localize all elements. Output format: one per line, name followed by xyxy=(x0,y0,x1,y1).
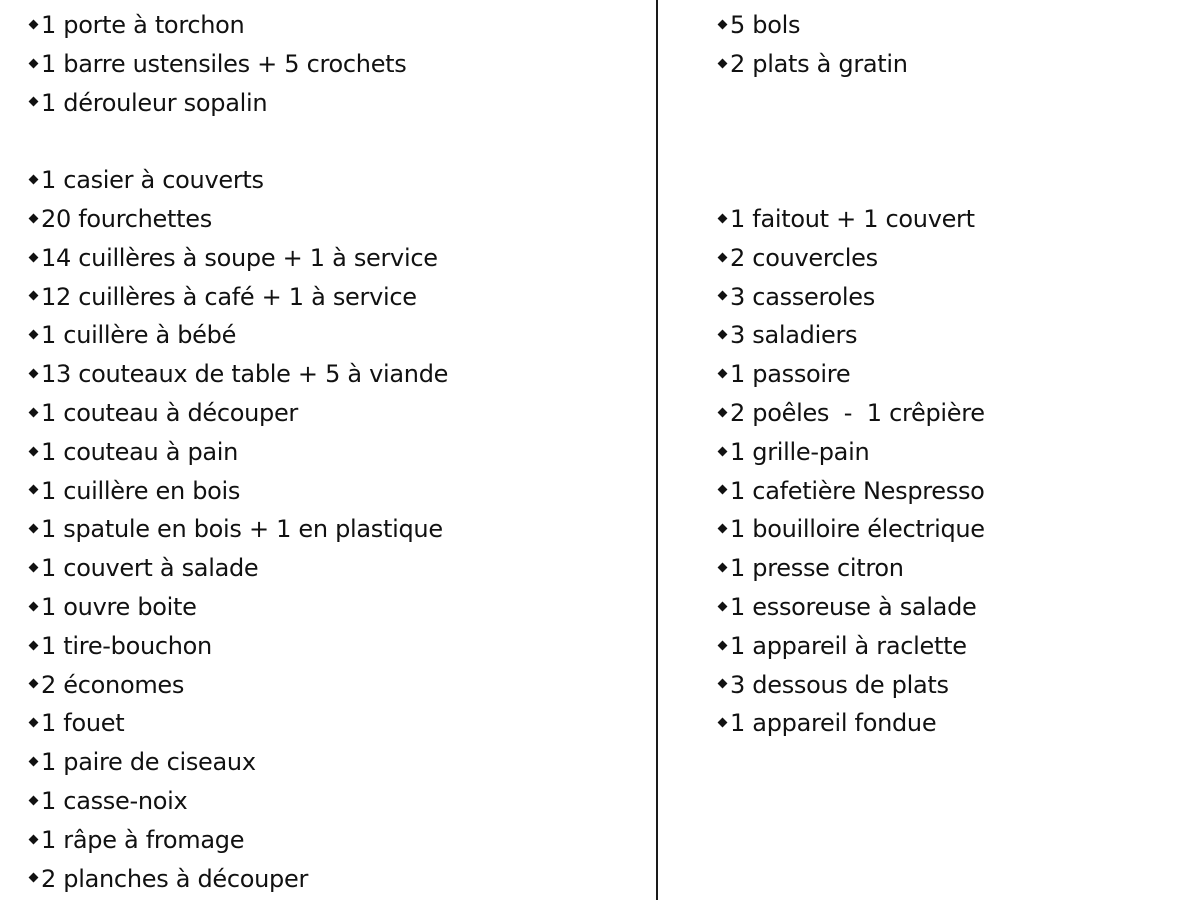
diamond-bullet-icon xyxy=(29,873,39,883)
item-text: 1 faitout + 1 couvert xyxy=(730,204,975,233)
column-divider xyxy=(656,0,658,900)
diamond-bullet-icon xyxy=(718,330,728,340)
list-item xyxy=(28,84,448,123)
list-item xyxy=(717,433,985,472)
list-item xyxy=(28,743,448,782)
item-text: 1 paire de ciseaux xyxy=(41,748,256,777)
right-column-list xyxy=(717,6,985,743)
list-item xyxy=(28,782,448,821)
diamond-bullet-icon xyxy=(29,175,39,185)
diamond-bullet-icon xyxy=(29,718,39,728)
item-text: 1 couvert à salade xyxy=(41,554,259,583)
list-item xyxy=(28,394,448,433)
list-item xyxy=(28,200,448,239)
diamond-bullet-icon xyxy=(29,407,39,417)
list-item xyxy=(717,588,985,627)
list-item xyxy=(28,161,448,200)
list-item xyxy=(28,549,448,588)
diamond-bullet-icon xyxy=(718,58,728,68)
item-text: 1 barre ustensiles + 5 crochets xyxy=(41,49,407,78)
list-item xyxy=(717,549,985,588)
diamond-bullet-icon xyxy=(29,563,39,573)
list-item xyxy=(28,704,448,743)
list-item xyxy=(717,394,985,433)
item-text: 12 cuillères à café + 1 à service xyxy=(41,282,417,311)
diamond-bullet-icon xyxy=(718,718,728,728)
diamond-bullet-icon xyxy=(29,97,39,107)
diamond-bullet-icon xyxy=(29,524,39,534)
list-item xyxy=(28,6,448,45)
diamond-bullet-icon xyxy=(29,601,39,611)
item-text: 2 plats à gratin xyxy=(730,49,908,78)
item-text: 20 fourchettes xyxy=(41,204,212,233)
item-text: 5 bols xyxy=(730,11,801,39)
list-item xyxy=(28,510,448,549)
diamond-bullet-icon xyxy=(718,19,728,29)
diamond-bullet-icon xyxy=(29,757,39,767)
list-item xyxy=(717,627,985,666)
item-text: 1 cafetière Nespresso xyxy=(730,476,985,505)
item-text: 13 couteaux de table + 5 à viande xyxy=(41,360,449,389)
list-item xyxy=(28,45,448,84)
diamond-bullet-icon xyxy=(718,369,728,379)
diamond-bullet-icon xyxy=(718,446,728,456)
diamond-bullet-icon xyxy=(29,640,39,650)
item-text: 1 tire-bouchon xyxy=(41,631,212,660)
list-item xyxy=(717,6,985,45)
item-text: 1 presse citron xyxy=(730,554,904,583)
list-item xyxy=(28,433,448,472)
diamond-bullet-icon xyxy=(29,834,39,844)
item-text: 1 appareil fondue xyxy=(730,709,937,738)
item-text: 1 couteau à pain xyxy=(41,437,239,466)
blank-line xyxy=(717,122,985,161)
item-text: 1 grille-pain xyxy=(730,437,870,466)
list-item xyxy=(28,627,448,666)
list-item xyxy=(28,278,448,317)
item-text: 1 spatule en bois + 1 en plastique xyxy=(41,515,443,544)
diamond-bullet-icon xyxy=(29,485,39,495)
item-text: 1 casier à couverts xyxy=(41,166,264,195)
item-text: 1 couteau à découper xyxy=(41,398,299,427)
list-item xyxy=(28,588,448,627)
item-text: 1 cuillère en bois xyxy=(41,476,241,505)
diamond-bullet-icon xyxy=(718,524,728,534)
list-item xyxy=(717,472,985,511)
diamond-bullet-icon xyxy=(29,679,39,689)
list-item xyxy=(717,200,985,239)
list-item xyxy=(28,239,448,278)
item-text: 1 bouilloire électrique xyxy=(730,515,985,544)
list-item xyxy=(717,666,985,705)
diamond-bullet-icon xyxy=(718,291,728,301)
item-text: 2 couvercles xyxy=(730,243,878,272)
list-item xyxy=(717,45,985,84)
diamond-bullet-icon xyxy=(718,485,728,495)
item-text: 1 casse-noix xyxy=(41,786,188,815)
item-text: 3 saladiers xyxy=(730,321,858,350)
item-text: 1 ouvre boite xyxy=(41,592,197,621)
item-text: 1 cuillère à bébé xyxy=(41,321,237,350)
list-item xyxy=(717,316,985,355)
item-text: 2 poêles - 1 crêpière xyxy=(730,398,985,427)
blank-line xyxy=(28,122,448,161)
item-text: 1 appareil à raclette xyxy=(730,631,967,660)
diamond-bullet-icon xyxy=(718,252,728,262)
diamond-bullet-icon xyxy=(29,446,39,456)
list-item xyxy=(28,860,448,899)
item-text: 1 passoire xyxy=(730,360,851,389)
list-item xyxy=(28,316,448,355)
list-item xyxy=(717,239,985,278)
blank-line xyxy=(717,84,985,123)
left-column-list xyxy=(28,6,448,898)
list-item xyxy=(28,666,448,705)
diamond-bullet-icon xyxy=(29,369,39,379)
diamond-bullet-icon xyxy=(718,563,728,573)
list-item xyxy=(717,704,985,743)
list-item xyxy=(717,278,985,317)
item-text: 1 fouet xyxy=(41,709,125,738)
diamond-bullet-icon xyxy=(29,291,39,301)
item-text: 1 essoreuse à salade xyxy=(730,592,977,621)
item-text: 14 cuillères à soupe + 1 à service xyxy=(41,243,438,272)
list-item xyxy=(28,821,448,860)
list-item xyxy=(28,472,448,511)
item-text: 3 casseroles xyxy=(730,282,875,311)
diamond-bullet-icon xyxy=(29,19,39,29)
diamond-bullet-icon xyxy=(718,679,728,689)
diamond-bullet-icon xyxy=(29,213,39,223)
diamond-bullet-icon xyxy=(29,795,39,805)
diamond-bullet-icon xyxy=(29,330,39,340)
diamond-bullet-icon xyxy=(29,252,39,262)
diamond-bullet-icon xyxy=(718,640,728,650)
diamond-bullet-icon xyxy=(718,601,728,611)
item-text: 3 dessous de plats xyxy=(730,670,949,699)
diamond-bullet-icon xyxy=(718,213,728,223)
diamond-bullet-icon xyxy=(29,58,39,68)
item-text: 2 économes xyxy=(41,670,185,699)
list-item xyxy=(717,355,985,394)
diamond-bullet-icon xyxy=(718,407,728,417)
list-item xyxy=(717,510,985,549)
blank-line xyxy=(717,161,985,200)
item-text: 1 dérouleur sopalin xyxy=(41,88,268,117)
list-item xyxy=(28,355,448,394)
item-text: 1 porte à torchon xyxy=(41,11,245,39)
item-text: 2 planches à découper xyxy=(41,864,309,893)
item-text: 1 râpe à fromage xyxy=(41,825,245,854)
